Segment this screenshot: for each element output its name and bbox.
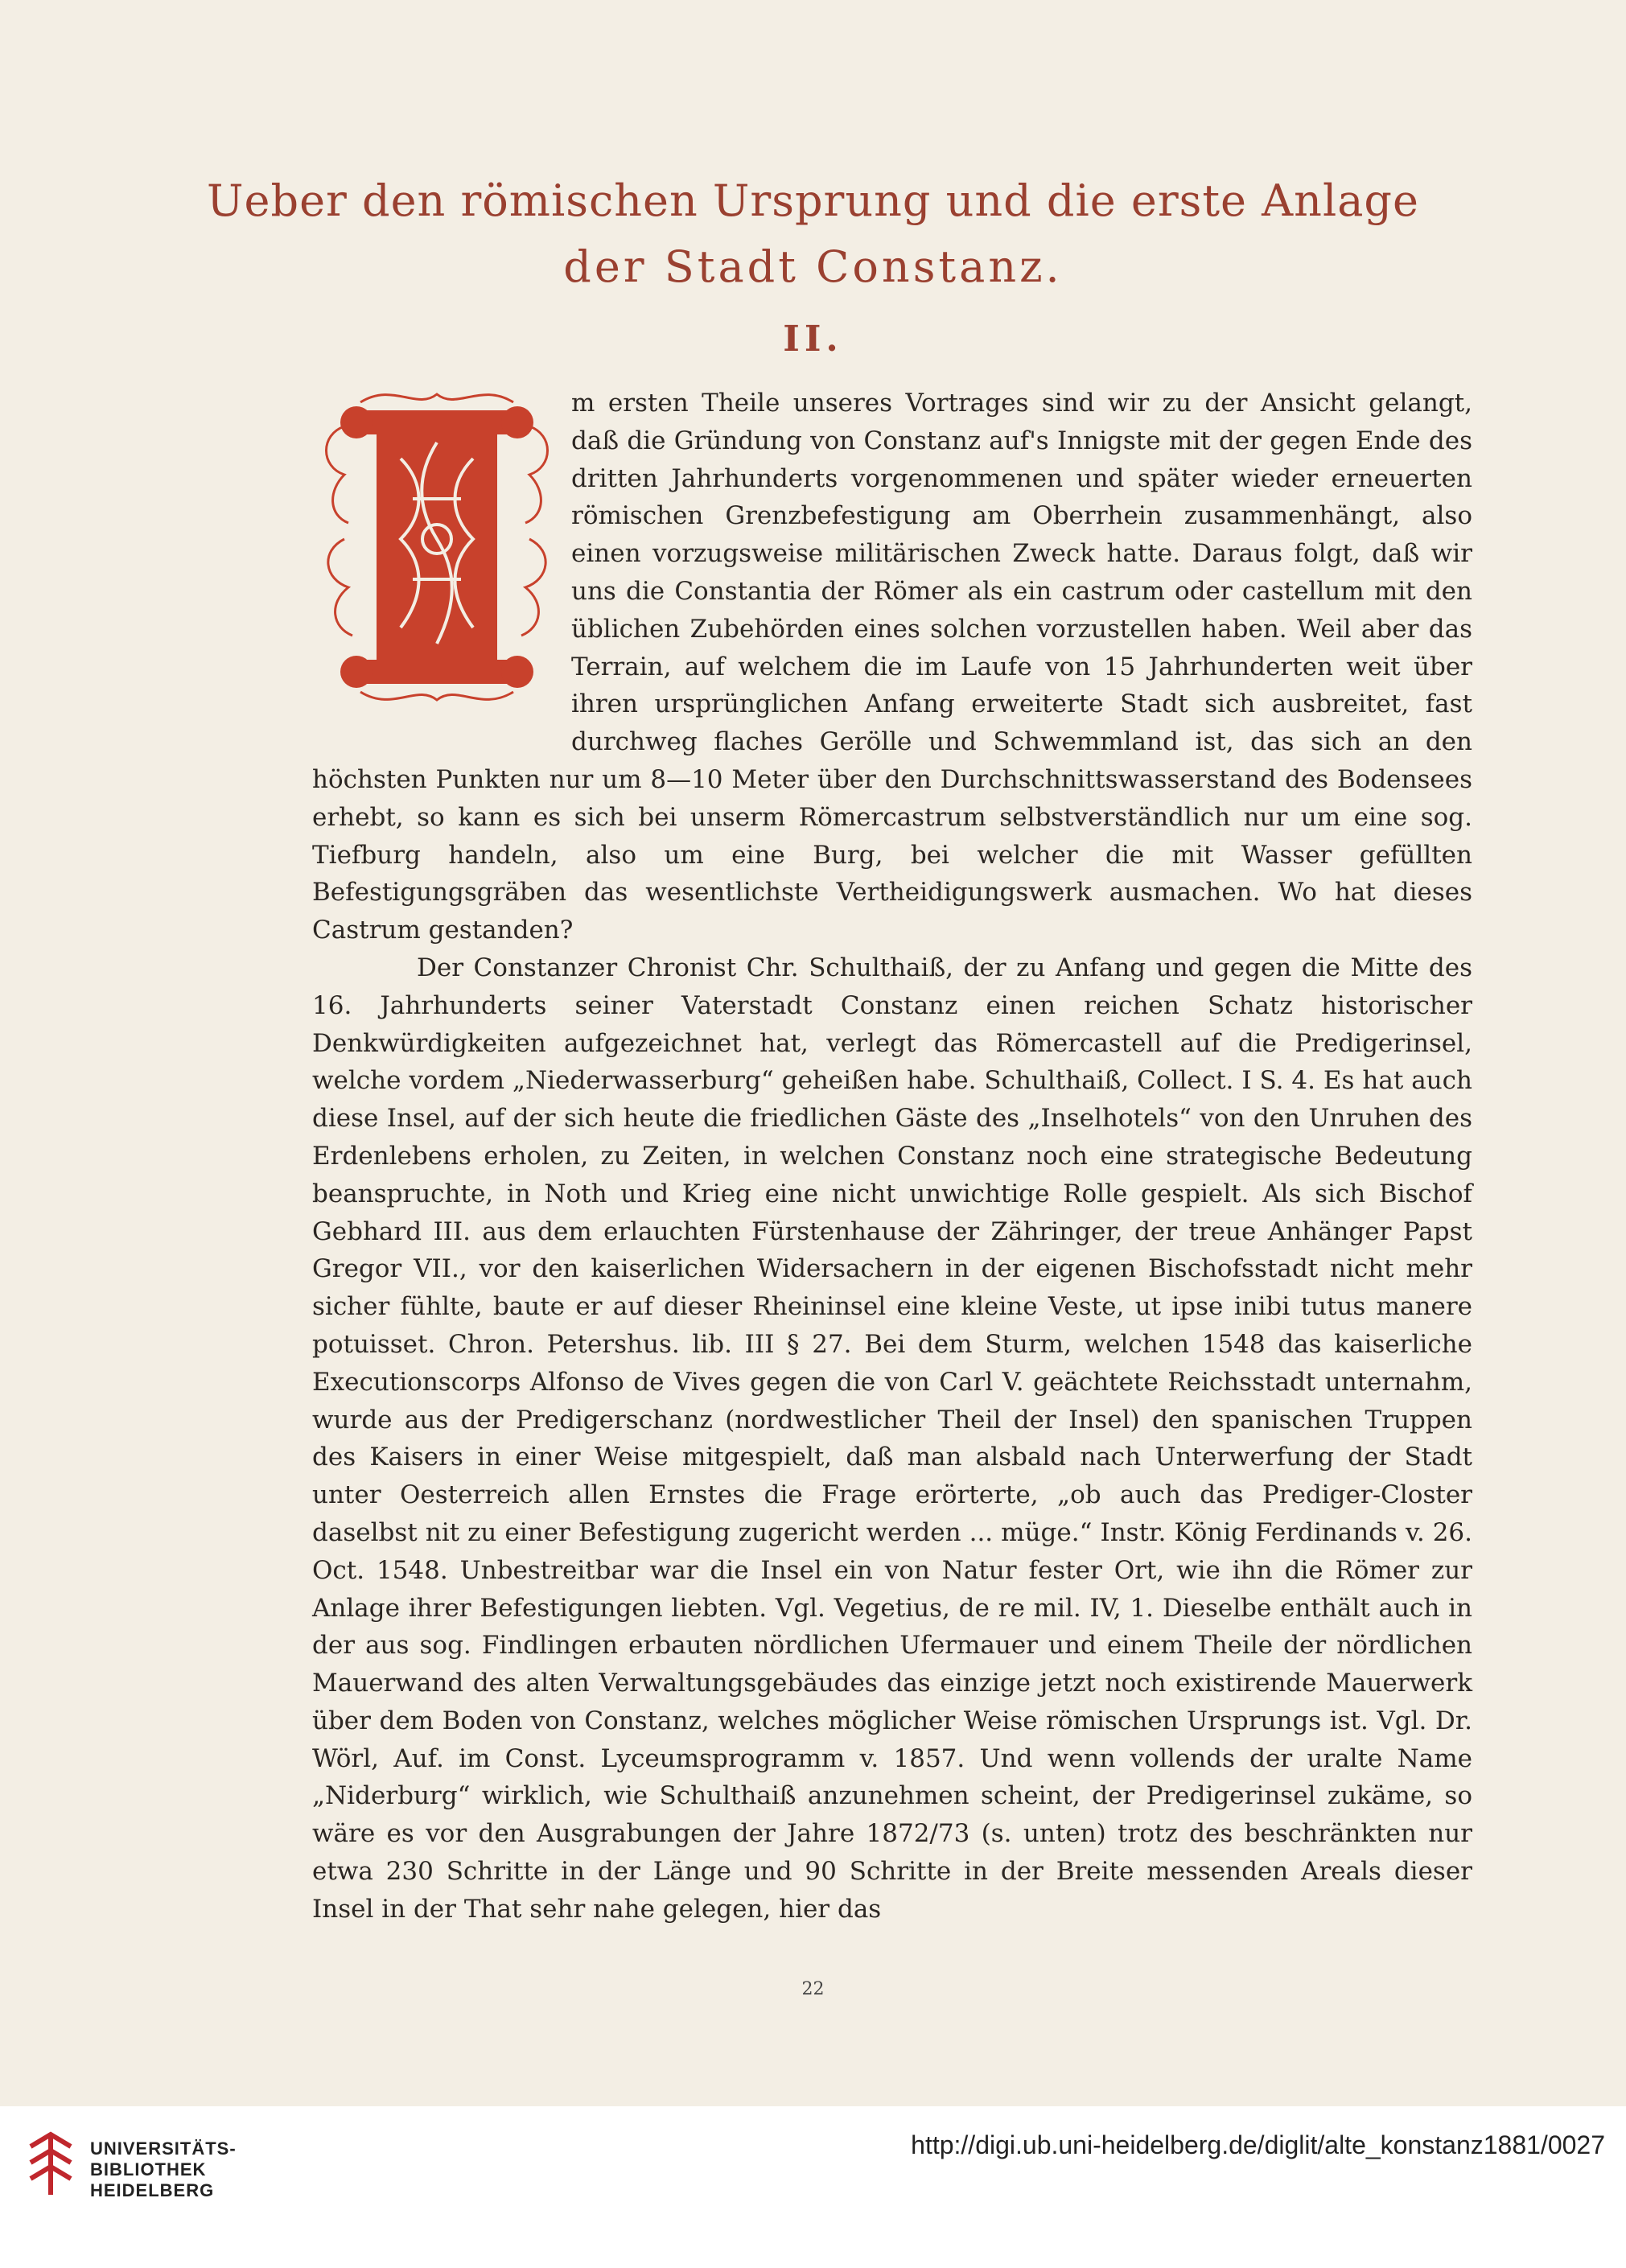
library-logo-icon bbox=[23, 2130, 79, 2198]
paragraph-1: m ersten Theile unseres Vortrages sind wir zu der Ansicht gelangt, daß die Gründung von Constanz auf's Innigste mit der gegen Ende des dritten Jahrhunderts vorgenommenen und später wieder erneuerten römischen Grenzbefestigung am Oberrhein zusammenhängt, also einen vorzugsweise militärischen Zweck hatte. Daraus folgt, daß wir uns die Constantia der Römer als ein castrum oder castellum mit den üblichen Zubehörden eines solchen vorzustellen haben. Weil aber das Terrain, auf welchem die im Laufe von 15 Jahrhunderten weit über ihren ursprünglichen Anfang erweiterte Stadt sich ausbreitet, fast durchweg flaches Gerölle und Schwemmland ist, das sich an den höchsten Punkten nur um 8—10 Meter über den Durchschnittswasserstand des Bodensees erhebt, so kann es sich bei unserm Römercastrum selbstverständlich nur um eine sog. Tiefburg handeln, also um eine Burg, bei welcher die mit Wasser gefüllten Befestigungsgräben das wesentlichste Vertheidigungswerk ausmachen. Wo hat dieses Castrum gestanden? bbox=[312, 389, 1472, 945]
title-line-1: Ueber den römischen Ursprung und die erste Anlage bbox=[207, 175, 1419, 226]
body-text bbox=[312, 385, 1472, 1928]
library-name: UNIVERSITÄTS- BIBLIOTHEK HEIDELBERG bbox=[90, 2138, 237, 2200]
permalink-url[interactable]: http://digi.ub.uni-heidelberg.de/diglit/alte_konstanz1881/0027 bbox=[911, 2130, 1605, 2159]
paragraph-2: Der Constanzer Chronist Chr. Schulthaiß, der zu Anfang und gegen die Mitte des 16. Jahrhunderts seiner Vaterstadt Constanz einen reichen Schatz historischer Denkwürdigkeiten aufgezeichnet hat, verlegt das Römercastell auf die Predigerinsel, welche vordem „Niederwasserburg“ geheißen habe. Schulthaiß, Collect. I S. 4. Es hat auch diese Insel, auf der sich heute die friedlichen Gäste des „Inselhotels“ von den Unruhen des Erdenlebens erholen, zu Zeiten, in welchen Constanz noch eine strategische Bedeutung beanspruchte, in Noth und Krieg eine nicht unwichtige Rolle gespielt. Als sich Bischof Gebhard III. aus dem erlauchten Fürstenhause der Zähringer, der treue Anhänger Papst Gregor VII., vor den kaiserlichen Widersachern in der eigenen Bischofsstadt nicht mehr sicher fühlte, baute er auf dieser Rheininsel eine kleine Veste, ut ipse inibi tutus manere potuisset. Chron. Petershus. lib. III § 27. Bei dem Sturm, welchen 1548 das kaiserliche Executionscorps Alfonso de Vives gegen die von Carl V. geächtete Reichsstadt unternahm, wurde aus der Predigerschanz (nordwestlicher Theil der Insel) den spanischen Truppen des Kaisers in einer Weise mitgespielt, daß man alsbald nach Unterwerfung der Stadt unter Oesterreich allen Ernstes die Frage erörterte, „ob auch das Prediger-Closter daselbst nit zu einer Befestigung zugericht werden ... müge.“ Instr. König Ferdinands v. 26. Oct. 1548. Unbestreitbar war die Insel ein von Natur fester Ort, wie ihn die Römer zur Anlage ihrer Befestigungen liebten. Vgl. Vegetius, de re mil. IV, 1. Dieselbe enthält auch in der aus sog. Findlingen erbauten nördlichen Ufermauer und einem Theile der nördlichen Mauerwand des alten Verwaltungsgebäudes das einzige jetzt noch existirende Mauerwerk über dem Boden von Constanz, welches möglicher Weise römischen Ursprungs ist. Vgl. Dr. Wörl, Auf. im Const. Lyceumsprogramm v. 1857. Und wenn vollends der uralte Name „Niderburg“ wirklich, wie Schulthaiß anzunehmen scheint, der Predigerinsel zukäme, so wäre es vor den Ausgrabungen der Jahre 1872/73 (s. unten) trotz des beschränkten nur etwa 230 Schritte in der Länge und 90 Schritte in der Breite messenden Areals dieser Insel in der That sehr nahe gelegen, hier das bbox=[312, 953, 1472, 1924]
page-number: 22 bbox=[801, 1979, 825, 1999]
part-number: II. bbox=[783, 319, 843, 360]
footer-bar bbox=[0, 2106, 1626, 2268]
title-line-2: der Stadt Constanz. bbox=[563, 241, 1063, 292]
